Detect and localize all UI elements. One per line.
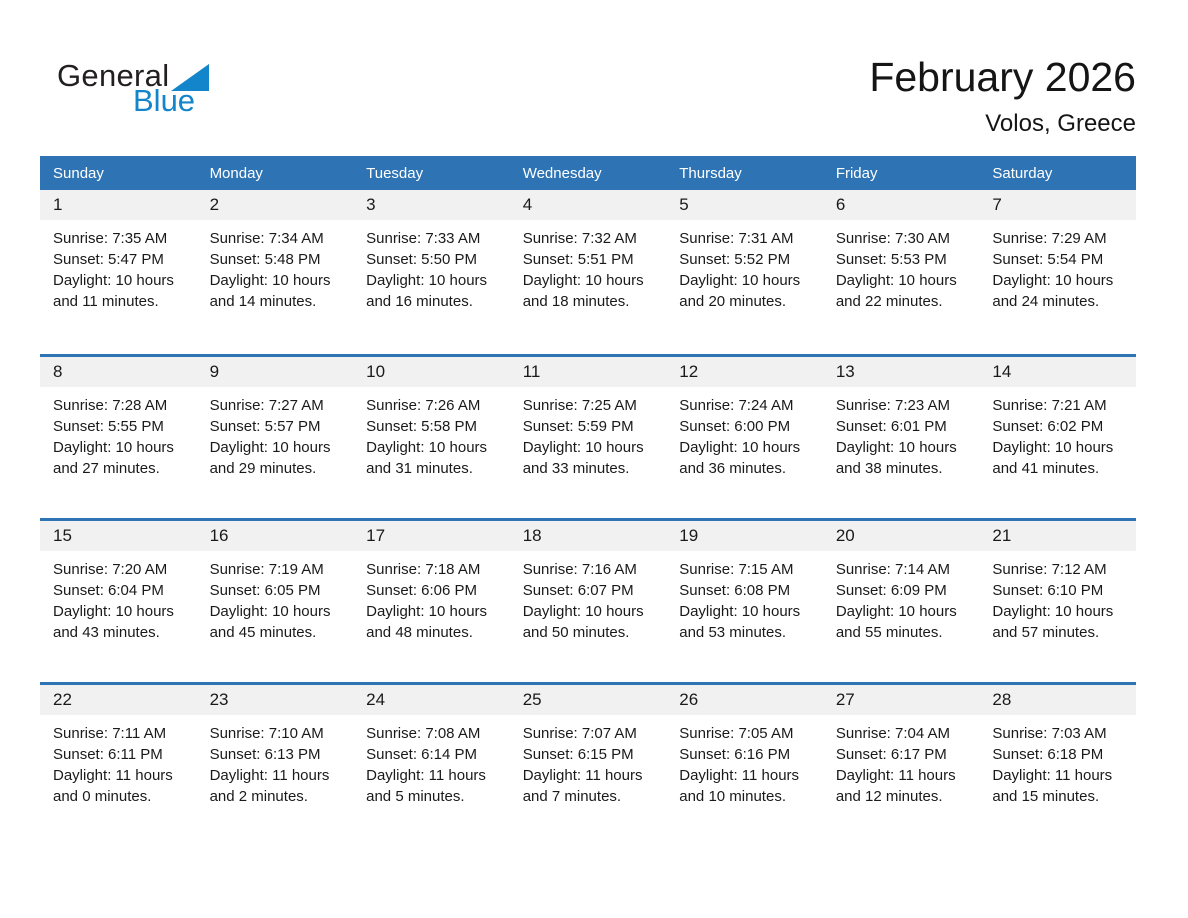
day-number: 13 [823, 357, 980, 387]
day-number: 15 [40, 521, 197, 551]
daylight-text-line1: Daylight: 10 hours [992, 603, 1114, 620]
sunset-text: Sunset: 5:58 PM [366, 418, 478, 435]
day-details [197, 220, 354, 312]
day-number: 16 [197, 521, 354, 551]
day-details [823, 715, 980, 807]
day-cell-4 [510, 190, 667, 354]
week-row [40, 190, 1136, 354]
sunset-text: Sunset: 6:05 PM [209, 582, 321, 599]
daylight-text-line1: Daylight: 10 hours [366, 439, 488, 456]
daylight-text-line1: Daylight: 10 hours [366, 603, 488, 620]
daylight-text-line2: and 20 minutes. [679, 293, 786, 310]
sunset-text: Sunset: 6:13 PM [209, 746, 321, 763]
sunrise-text: Sunrise: 7:32 AM [522, 230, 637, 247]
daylight-text-line2: and 55 minutes. [835, 624, 943, 641]
week-row [40, 354, 1136, 518]
day-cell-14 [979, 357, 1136, 518]
daylight-text-line1: Daylight: 10 hours [53, 439, 174, 456]
day-number: 14 [979, 357, 1136, 387]
day-details [353, 220, 510, 312]
sunrise-text: Sunrise: 7:05 AM [679, 725, 794, 742]
day-number: 20 [823, 521, 980, 551]
sunrise-text: Sunrise: 7:35 AM [53, 230, 168, 247]
daylight-text-line2: and 33 minutes. [522, 460, 630, 477]
daylight-text-line2: and 16 minutes. [366, 293, 473, 310]
sunrise-text: Sunrise: 7:34 AM [209, 230, 324, 247]
daylight-text-line1: Daylight: 10 hours [992, 272, 1114, 289]
day-number: 4 [510, 190, 667, 220]
sunset-text: Sunset: 6:14 PM [366, 746, 478, 763]
day-number: 24 [353, 685, 510, 715]
day-cell-10 [353, 357, 510, 518]
day-cell-22 [40, 685, 197, 846]
daylight-text-line1: Daylight: 10 hours [209, 439, 331, 456]
sunset-text: Sunset: 6:04 PM [53, 582, 164, 599]
day-details [40, 715, 197, 807]
daylight-text-line2: and 27 minutes. [53, 460, 160, 477]
day-cell-15 [40, 521, 197, 682]
day-details [666, 387, 823, 479]
sunset-text: Sunset: 6:06 PM [366, 582, 478, 599]
sunrise-text: Sunrise: 7:25 AM [522, 397, 637, 414]
daylight-text-line1: Daylight: 11 hours [209, 767, 330, 784]
day-cell-9 [197, 357, 354, 518]
day-number: 22 [40, 685, 197, 715]
week-row [40, 682, 1136, 846]
day-details [353, 387, 510, 479]
sunrise-text: Sunrise: 7:14 AM [835, 561, 951, 578]
sunrise-text: Sunrise: 7:04 AM [835, 725, 951, 742]
day-number: 17 [353, 521, 510, 551]
day-details [510, 220, 667, 312]
day-cell-17 [353, 521, 510, 682]
daylight-text-line1: Daylight: 10 hours [679, 439, 801, 456]
sunset-text: Sunset: 5:47 PM [53, 251, 164, 268]
day-cell-1 [40, 190, 197, 354]
day-details [197, 387, 354, 479]
day-details [510, 715, 667, 807]
day-details [510, 551, 667, 643]
day-details [40, 387, 197, 479]
daylight-text-line2: and 15 minutes. [992, 788, 1100, 805]
day-cell-8 [40, 357, 197, 518]
daylight-text-line2: and 0 minutes. [53, 788, 152, 805]
sunset-text: Sunset: 6:00 PM [679, 418, 791, 435]
day-number: 9 [197, 357, 354, 387]
day-details [823, 220, 980, 312]
weekday-header-thursday: Thursday [679, 164, 742, 182]
daylight-text-line1: Daylight: 10 hours [522, 272, 644, 289]
daylight-text-line1: Daylight: 10 hours [992, 439, 1114, 456]
daylight-text-line2: and 5 minutes. [366, 788, 465, 805]
sunset-text: Sunset: 5:52 PM [679, 251, 791, 268]
day-details [979, 387, 1136, 479]
logo-text-blue: Blue [133, 83, 196, 118]
sunrise-text: Sunrise: 7:21 AM [992, 397, 1107, 414]
daylight-text-line2: and 53 minutes. [679, 624, 786, 641]
calendar-table [40, 156, 1136, 846]
day-details [40, 220, 197, 312]
day-cell-28 [979, 685, 1136, 846]
sunset-text: Sunset: 6:17 PM [835, 746, 947, 763]
day-details [823, 551, 980, 643]
weekday-header-row [40, 156, 1136, 190]
sunrise-text: Sunrise: 7:24 AM [679, 397, 794, 414]
day-details [666, 715, 823, 807]
day-cell-13 [823, 357, 980, 518]
sunrise-text: Sunrise: 7:12 AM [992, 561, 1107, 578]
sunrise-text: Sunrise: 7:31 AM [679, 230, 794, 247]
day-number: 5 [666, 190, 823, 220]
day-number: 18 [510, 521, 667, 551]
sunset-text: Sunset: 6:02 PM [992, 418, 1104, 435]
sunset-text: Sunset: 6:09 PM [835, 582, 947, 599]
sunrise-text: Sunrise: 7:28 AM [53, 397, 168, 414]
daylight-text-line1: Daylight: 11 hours [366, 767, 486, 784]
sunrise-text: Sunrise: 7:20 AM [53, 561, 168, 578]
weekday-header-sunday: Sunday [53, 164, 104, 182]
day-details [40, 551, 197, 643]
title-block [869, 55, 1136, 138]
daylight-text-line2: and 36 minutes. [679, 460, 786, 477]
sunrise-text: Sunrise: 7:18 AM [366, 561, 481, 578]
day-details [666, 220, 823, 312]
day-cell-7 [979, 190, 1136, 354]
day-cell-25 [510, 685, 667, 846]
day-cell-19 [666, 521, 823, 682]
day-number: 3 [353, 190, 510, 220]
daylight-text-line2: and 7 minutes. [522, 788, 622, 805]
daylight-text-line1: Daylight: 10 hours [522, 603, 644, 620]
daylight-text-line1: Daylight: 11 hours [53, 767, 173, 784]
week-row [40, 518, 1136, 682]
day-cell-21 [979, 521, 1136, 682]
weekday-header-saturday: Saturday [992, 164, 1053, 182]
sunset-text: Sunset: 5:55 PM [53, 418, 164, 435]
daylight-text-line2: and 29 minutes. [209, 460, 317, 477]
day-number: 28 [979, 685, 1136, 715]
sunrise-text: Sunrise: 7:15 AM [679, 561, 794, 578]
day-cell-27 [823, 685, 980, 846]
sunset-text: Sunset: 6:10 PM [992, 582, 1104, 599]
location-subtitle: Volos, Greece [985, 110, 1136, 138]
day-cell-23 [197, 685, 354, 846]
sunset-text: Sunset: 5:59 PM [522, 418, 634, 435]
day-details [979, 551, 1136, 643]
daylight-text-line2: and 57 minutes. [992, 624, 1100, 641]
day-number: 27 [823, 685, 980, 715]
day-number: 23 [197, 685, 354, 715]
sunrise-text: Sunrise: 7:27 AM [209, 397, 324, 414]
sunset-text: Sunset: 6:16 PM [679, 746, 791, 763]
sunset-text: Sunset: 6:07 PM [522, 582, 634, 599]
daylight-text-line2: and 50 minutes. [522, 624, 630, 641]
sunset-text: Sunset: 6:08 PM [679, 582, 791, 599]
logo-text-general: General [57, 58, 170, 93]
day-details [353, 715, 510, 807]
daylight-text-line2: and 43 minutes. [53, 624, 160, 641]
day-number: 10 [353, 357, 510, 387]
day-details [979, 715, 1136, 807]
daylight-text-line2: and 14 minutes. [209, 293, 317, 310]
sunrise-text: Sunrise: 7:19 AM [209, 561, 324, 578]
weekday-header-wednesday: Wednesday [522, 164, 602, 182]
weekday-header-tuesday: Tuesday [366, 164, 424, 182]
daylight-text-line2: and 24 minutes. [992, 293, 1100, 310]
day-details [666, 551, 823, 643]
daylight-text-line2: and 18 minutes. [522, 293, 630, 310]
daylight-text-line1: Daylight: 11 hours [679, 767, 800, 784]
daylight-text-line1: Daylight: 10 hours [679, 272, 801, 289]
sunset-text: Sunset: 6:11 PM [53, 746, 163, 763]
sunrise-text: Sunrise: 7:10 AM [209, 725, 324, 742]
sunrise-text: Sunrise: 7:11 AM [53, 725, 167, 742]
day-details [197, 551, 354, 643]
daylight-text-line1: Daylight: 10 hours [366, 272, 488, 289]
day-number: 25 [510, 685, 667, 715]
day-details [197, 715, 354, 807]
general-blue-logo [57, 60, 209, 116]
sunset-text: Sunset: 5:48 PM [209, 251, 321, 268]
day-cell-5 [666, 190, 823, 354]
day-number: 8 [40, 357, 197, 387]
daylight-text-line2: and 10 minutes. [679, 788, 786, 805]
day-number: 1 [40, 190, 197, 220]
sunset-text: Sunset: 6:01 PM [835, 418, 947, 435]
daylight-text-line1: Daylight: 10 hours [53, 603, 174, 620]
daylight-text-line1: Daylight: 11 hours [992, 767, 1113, 784]
daylight-text-line2: and 38 minutes. [835, 460, 943, 477]
sunrise-text: Sunrise: 7:29 AM [992, 230, 1107, 247]
day-details [979, 220, 1136, 312]
sunset-text: Sunset: 5:50 PM [366, 251, 478, 268]
daylight-text-line2: and 12 minutes. [835, 788, 943, 805]
sunset-text: Sunset: 6:18 PM [992, 746, 1104, 763]
sunrise-text: Sunrise: 7:16 AM [522, 561, 637, 578]
day-cell-26 [666, 685, 823, 846]
sunrise-text: Sunrise: 7:07 AM [522, 725, 637, 742]
day-cell-20 [823, 521, 980, 682]
day-number: 19 [666, 521, 823, 551]
month-title: February 2026 [869, 54, 1136, 100]
calendar-body [40, 190, 1136, 846]
sunset-text: Sunset: 5:54 PM [992, 251, 1104, 268]
daylight-text-line1: Daylight: 10 hours [679, 603, 801, 620]
day-cell-24 [353, 685, 510, 846]
sunrise-text: Sunrise: 7:08 AM [366, 725, 481, 742]
daylight-text-line2: and 48 minutes. [366, 624, 473, 641]
weekday-header-monday: Monday [209, 164, 263, 182]
daylight-text-line1: Daylight: 10 hours [522, 439, 644, 456]
day-number: 2 [197, 190, 354, 220]
daylight-text-line1: Daylight: 10 hours [835, 603, 957, 620]
daylight-text-line1: Daylight: 10 hours [835, 272, 957, 289]
daylight-text-line1: Daylight: 10 hours [835, 439, 957, 456]
day-cell-16 [197, 521, 354, 682]
day-cell-3 [353, 190, 510, 354]
daylight-text-line2: and 45 minutes. [209, 624, 317, 641]
day-number: 11 [510, 357, 667, 387]
day-cell-12 [666, 357, 823, 518]
day-number: 7 [979, 190, 1136, 220]
daylight-text-line1: Daylight: 11 hours [522, 767, 643, 784]
day-cell-11 [510, 357, 667, 518]
day-cell-18 [510, 521, 667, 682]
sunrise-text: Sunrise: 7:03 AM [992, 725, 1107, 742]
day-details [353, 551, 510, 643]
sunset-text: Sunset: 5:57 PM [209, 418, 321, 435]
daylight-text-line1: Daylight: 10 hours [209, 603, 331, 620]
daylight-text-line2: and 2 minutes. [209, 788, 308, 805]
daylight-text-line2: and 41 minutes. [992, 460, 1100, 477]
day-number: 12 [666, 357, 823, 387]
day-number: 6 [823, 190, 980, 220]
sunset-text: Sunset: 6:15 PM [522, 746, 634, 763]
daylight-text-line2: and 11 minutes. [53, 293, 159, 310]
day-details [823, 387, 980, 479]
day-cell-2 [197, 190, 354, 354]
daylight-text-line2: and 22 minutes. [835, 293, 943, 310]
daylight-text-line1: Daylight: 10 hours [209, 272, 331, 289]
daylight-text-line1: Daylight: 11 hours [835, 767, 956, 784]
sunrise-text: Sunrise: 7:26 AM [366, 397, 481, 414]
day-cell-6 [823, 190, 980, 354]
sunset-text: Sunset: 5:51 PM [522, 251, 634, 268]
sunrise-text: Sunrise: 7:33 AM [366, 230, 481, 247]
sunset-text: Sunset: 5:53 PM [835, 251, 947, 268]
daylight-text-line1: Daylight: 10 hours [53, 272, 174, 289]
day-details [510, 387, 667, 479]
day-number: 21 [979, 521, 1136, 551]
day-number: 26 [666, 685, 823, 715]
sunrise-text: Sunrise: 7:30 AM [835, 230, 951, 247]
daylight-text-line2: and 31 minutes. [366, 460, 473, 477]
sunrise-text: Sunrise: 7:23 AM [835, 397, 951, 414]
weekday-header-friday: Friday [835, 164, 878, 182]
